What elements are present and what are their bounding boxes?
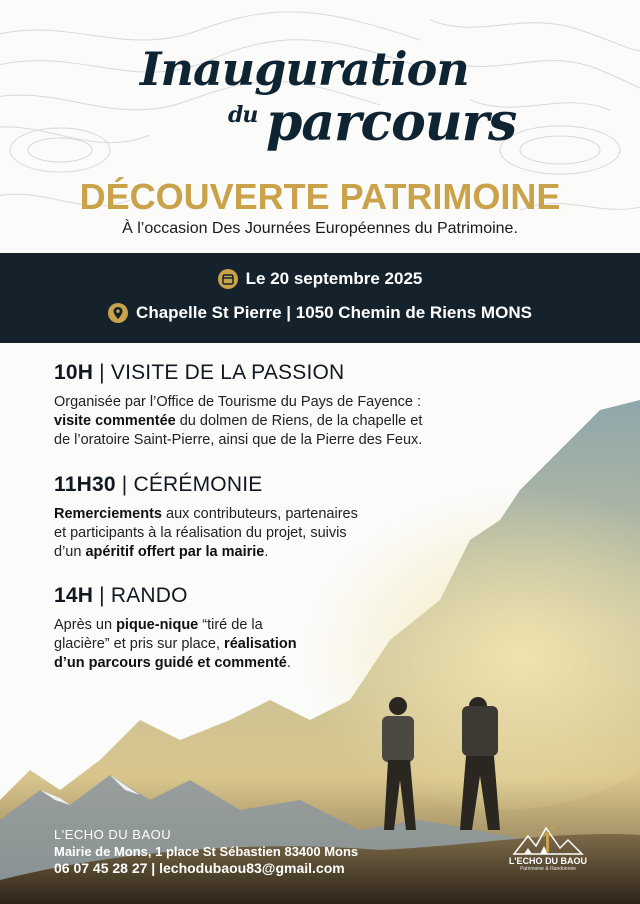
organization-contact: 06 07 45 28 27 | lechodubaou83@gmail.com	[54, 860, 345, 876]
organization-address: Mairie de Mons, 1 place St Sébastien 83400 Mons	[54, 844, 359, 859]
program-item-11h30	[54, 473, 434, 562]
program-item-10h	[54, 361, 514, 450]
info-band	[0, 253, 640, 343]
date-line	[0, 269, 640, 289]
event-place: Chapelle St Pierre | 1050 Chemin de Riens MONS	[136, 303, 532, 322]
occasion-line: À l’occasion Des Journées Européennes du Patrimoine.	[122, 220, 518, 237]
logo-tagline: Patrimoine & Randonnée	[520, 866, 576, 872]
event-date: Le 20 septembre 2025	[245, 269, 423, 288]
title-parcours: parcours	[266, 92, 517, 153]
footer-contact	[54, 826, 358, 877]
calendar-icon	[218, 269, 238, 289]
map-pin-icon	[108, 303, 128, 323]
program-heading: 11H30 | CÉRÉMONIE	[54, 473, 263, 496]
subtitle: DÉCOUVERTE PATRIMOINE	[79, 176, 561, 217]
program-item-14h	[54, 584, 354, 673]
title-inauguration: Inauguration	[140, 42, 469, 96]
program-description: Après un pique-nique “tiré de la glacière” et pris sur place, réalisation d’un parcours guidé et commenté.	[54, 617, 297, 671]
place-line	[0, 303, 640, 323]
logo-name: L'ECHO DU BAOU	[508, 856, 588, 866]
program-description: Organisée par l’Office de Tourisme du Pays de Fayence : visite commentée du dolmen de Riens, de la chapelle et de l’oratoire Saint-Pierre, ainsi que de la Pierre des Feux.	[54, 394, 423, 448]
program-description: Remerciements aux contributeurs, partenaires et participants à la réalisation du projet, suivis d’un apéritif offert par la mairie.	[54, 506, 358, 560]
program-heading: 10H | VISITE DE LA PASSION	[54, 361, 345, 384]
program-heading: 14H | RANDO	[54, 584, 188, 607]
organization-name: L'ECHO DU BAOU	[54, 827, 172, 842]
title-du: du	[228, 102, 258, 128]
